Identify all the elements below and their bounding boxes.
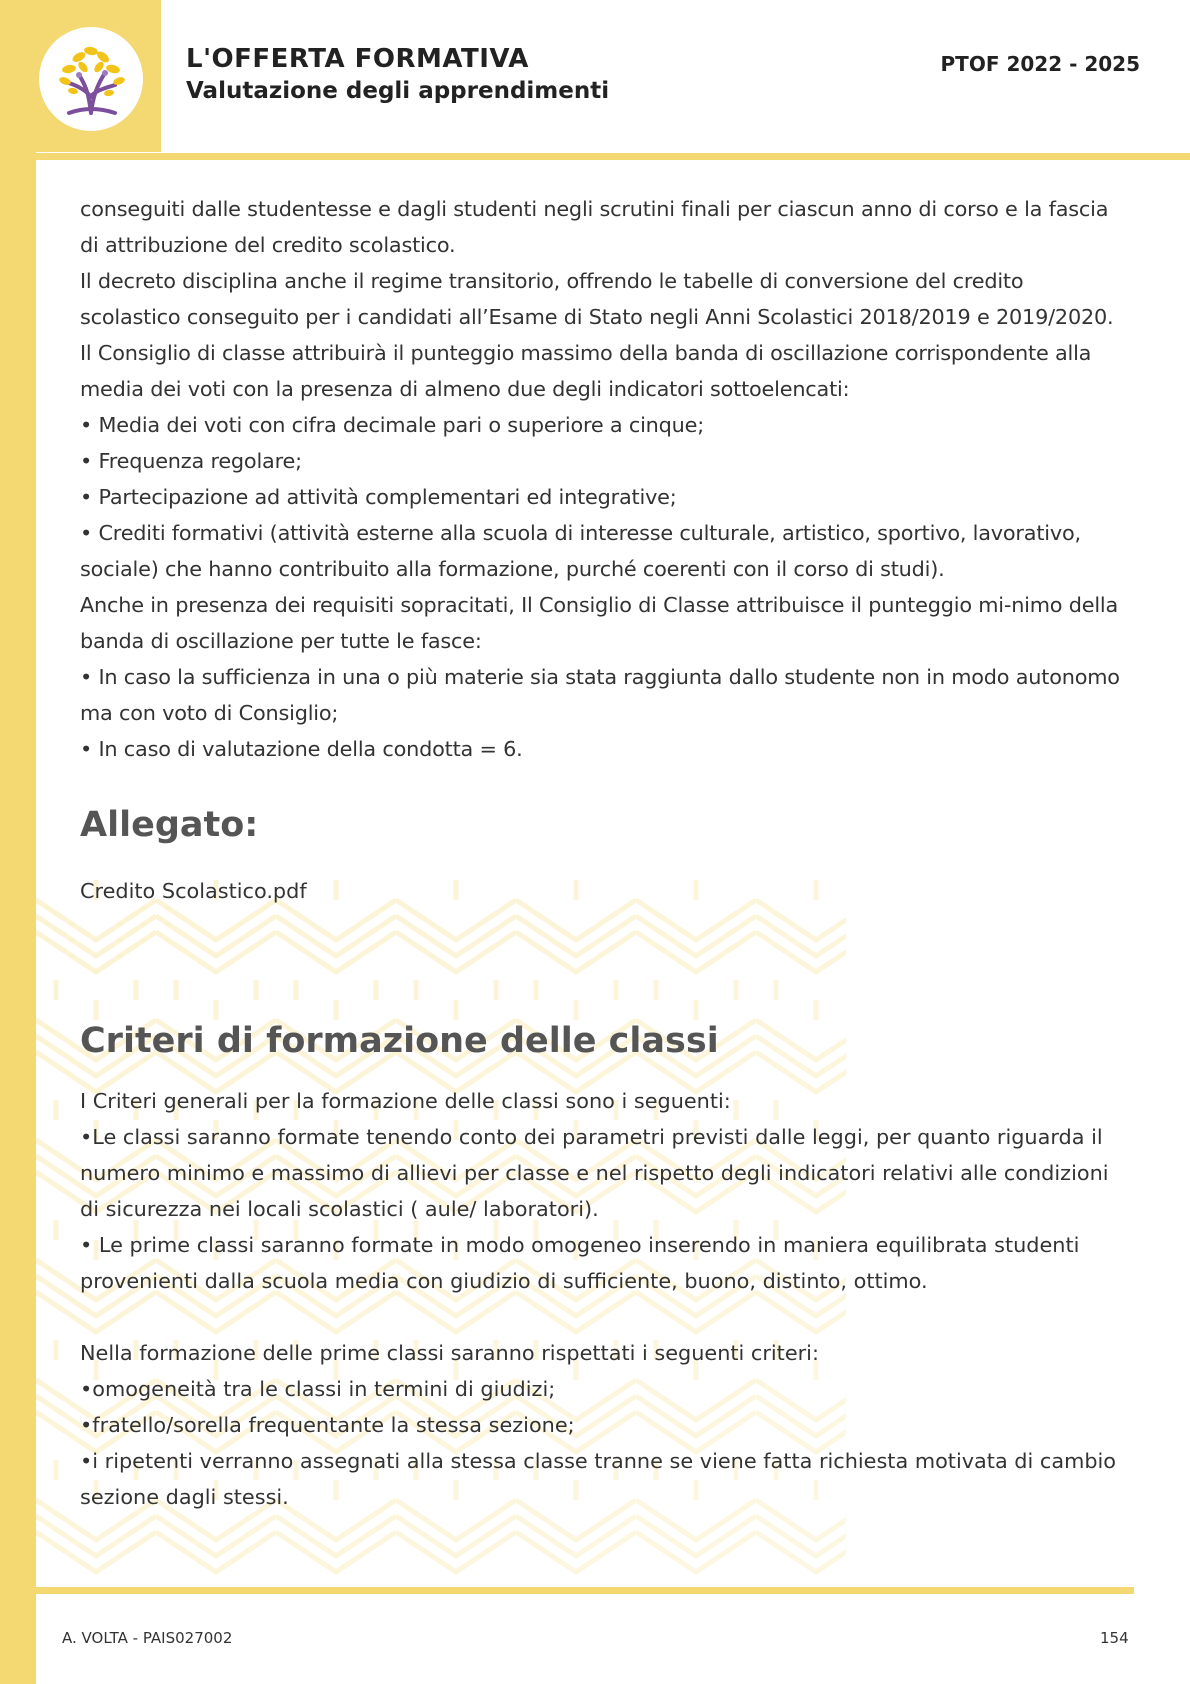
attachment-heading: Allegato: [80,805,259,845]
intro-section [80,191,1120,767]
page-content [80,191,1120,1515]
paragraph: conseguiti dalle studentesse e dagli studenti negli scrutini finali per ciascun anno di corso e la fascia di attribuzione del credito scolastico. [80,197,1109,257]
paragraph: Nella formazione delle prime classi saranno rispettati i seguenti criteri: [80,1341,819,1365]
tree-logo-icon [39,27,143,131]
paragraph: Il Consiglio di classe attribuirà il punteggio massimo della banda di oscillazione corrispondente alla media dei voti con la presenza di almeno due degli indicatori sottoelencati: [80,341,1092,401]
bullet-item: • Le prime classi saranno formate in modo omogeneo inserendo in maniera equilibrata studenti provenienti dalla scuola media con giudizio di sufficiente, buono, distinto, ottimo. [80,1233,1080,1293]
bullet-item: •fratello/sorella frequentante la stessa sezione; [80,1413,575,1437]
spacer [80,1299,1120,1335]
bullet-item: •i ripetenti verranno assegnati alla stessa classe tranne se viene fatta richiesta motivata di cambio sezione dagli stessi. [80,1449,1117,1509]
page-number: 154 [1100,1629,1129,1647]
bullet-item: • Frequenza regolare; [80,449,302,473]
paragraph: I Criteri generali per la formazione delle classi sono i seguenti: [80,1089,731,1113]
left-accent-bar [0,0,36,1684]
document-subtitle: Valutazione degli apprendimenti [186,78,610,104]
footer-divider [36,1587,1134,1594]
bullet-item: • In caso di valutazione della condotta = 6. [80,737,523,761]
footer-school-code: A. VOLTA - PAIS027002 [62,1629,233,1647]
criteria-section [80,1083,1120,1515]
bullet-item: •omogeneità tra le classi in termini di giudizi; [80,1377,556,1401]
ptof-period: PTOF 2022 - 2025 [940,52,1140,76]
header-divider [36,153,1190,160]
bullet-item: •Le classi saranno formate tenendo conto dei parametri previsti dalle leggi, per quanto riguarda il numero minimo e massimo di allievi per classe e nel rispetto degli indicatori relativi alle condizioni di sicurezza nei locali scolastici ( aule/ laboratori). [80,1125,1109,1221]
bullet-item: • Media dei voti con cifra decimale pari o superiore a cinque; [80,413,705,437]
document-title: L'OFFERTA FORMATIVA [186,44,529,74]
bullet-item: • Partecipazione ad attività complementari ed integrative; [80,485,677,509]
paragraph: Il decreto disciplina anche il regime transitorio, offrendo le tabelle di conversione del credito scolastico conseguito per i candidati all’Esame di Stato negli Anni Scolastici 2018/2019 e 2019/2020. [80,269,1114,329]
paragraph: Anche in presenza dei requisiti sopracitati, Il Consiglio di Classe attribuisce il punteggio mi-nimo della banda di oscillazione per tutte le fasce: [80,593,1119,653]
bullet-item: • Crediti formativi (attività esterne alla scuola di interesse culturale, artistico, sportivo, lavorativo, sociale) che hanno contribuito alla formazione, purché coerenti con il corso di studi). [80,521,1081,581]
attachment-link[interactable]: Credito Scolastico.pdf [80,879,307,903]
bullet-item: • In caso la sufficienza in una o più materie sia stata raggiunta dallo studente non in modo autonomo ma con voto di Consiglio; [80,665,1120,725]
criteria-heading: Criteri di formazione delle classi [80,1021,719,1061]
